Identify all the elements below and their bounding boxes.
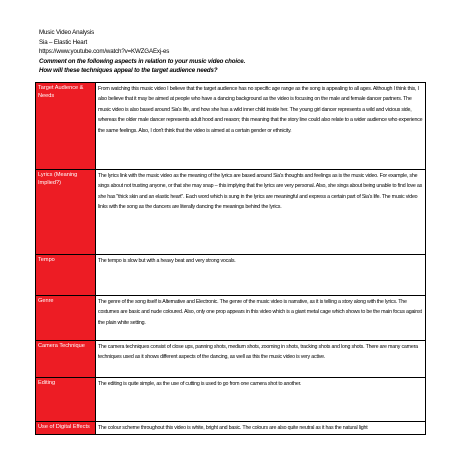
row-text-genre: The genre of the song itself is Alternative and Electronic. The genre of the music video is narrative, as it is telling a story along with the lyrics. The costumes are basic and nude coloured. Also, only one prop appears in this video which is a giant metal cage which shows to be the main focus against the plain white setting. (96, 296, 426, 341)
row-text-camera-technique: The camera techniques consist of close ups, panning shots, medium shots, zooming in shots, tracking shots and long shots. There are many camera techniques used as it shows different aspects of the dancing, as well as this the music video is very active. (96, 341, 426, 378)
video-url[interactable]: https://www.youtube.com/watch?v=KWZGAExj-es (39, 48, 170, 56)
document-header (39, 28, 419, 76)
row-text-target-audience: From watching this music video I believe that the target audience has no specific age range as the song is appealing to all ages. Although I think this, I also believe that it may be aimed at people who have a dancing background as the video is focusing on the male and female dancer partners. The music video is also based around Sia's life, and how she has a wild inner child inside her. The young girl dancer represents a wild and vicious side, whereas the older male dancer represents adult hood and reason; this meaning that the story line could also relate to a wider audience who experience the same feelings. Also, I don't think that the video is aimed at a certain gender or ethnicity. (96, 83, 426, 170)
song-title: Sia – Elastic Heart (39, 38, 88, 46)
row-text-editing: The editing is quite simple, as the use of cutting is used to go from one camera shot to another. (96, 378, 426, 422)
row-label-target-audience: Target Audience & Needs (36, 83, 96, 170)
table-row (36, 255, 426, 296)
row-label-digital-effects: Use of Digital Effects (36, 422, 96, 435)
row-text-lyrics: The lyrics link with the music video as the meaning of the lyrics are based around Sia's thoughts and feelings as is the music video. For example, she sings about not trusting anyone, or that she may snap – this implying that the lyrics are very personal. Also, she sings about being unable to find love as she has "thick skin and an elastic heart". Each word which is sung in the lyrics are meaningful and express a certain part of Sia's life. The music video links with the song as the dancers are literally dancing the meanings behind the lyrics. (96, 170, 426, 255)
table-row (36, 296, 426, 341)
doc-title: Music Video Analysis (39, 29, 95, 36)
table-row (36, 422, 426, 435)
row-label-editing: Editing (36, 378, 96, 422)
row-text-tempo: The tempo is slow but with a heavy beat and very strong vocals. (96, 255, 426, 296)
instruction-line-1: Comment on the following aspects in relation to your music video choice. (39, 57, 246, 65)
row-label-lyrics: Lyrics (Meaning Implied?) (36, 170, 96, 255)
row-label-camera-technique: Camera Technique (36, 341, 96, 378)
row-text-digital-effects: The colour scheme throughout this video is white, bright and basic. The colours are also quite neutral as it has the natural light (96, 422, 426, 435)
instruction-line-2: How will these techniques appeal to the target audience needs? (39, 67, 218, 75)
table-row (36, 83, 426, 170)
table-row (36, 341, 426, 378)
table-row (36, 378, 426, 422)
table-row (36, 170, 426, 255)
row-label-genre: Genre (36, 296, 96, 341)
row-label-tempo: Tempo (36, 255, 96, 296)
analysis-table (35, 82, 426, 435)
